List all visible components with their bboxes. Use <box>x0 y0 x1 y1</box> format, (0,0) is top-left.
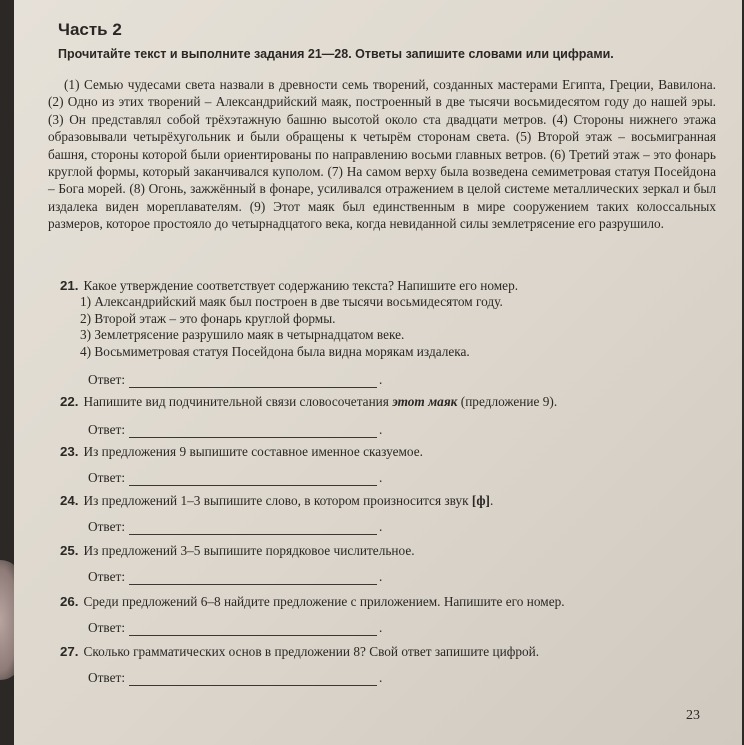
answer-27[interactable]: Ответ: . <box>88 670 383 685</box>
task-text: Сколько грамматических основ в предложении 8? Свой ответ запишите цифрой. <box>83 644 540 659</box>
answer-26[interactable]: Ответ: . <box>88 620 383 635</box>
answer-label: Ответ: <box>88 422 126 437</box>
answer-line[interactable] <box>129 425 377 438</box>
answer-options <box>80 294 503 360</box>
task-number: 23. <box>60 444 79 459</box>
task-24 <box>60 493 700 509</box>
task-text-end: . <box>489 493 494 508</box>
option-3: 3) Землетрясение разрушило маяк в четырнадцатом веке. <box>80 327 405 342</box>
task-21 <box>60 278 700 294</box>
task-emphasis: [ф] <box>471 493 490 508</box>
task-emphasis: этот маяк <box>392 394 458 409</box>
answer-label: Ответ: <box>88 372 126 387</box>
answer-22[interactable]: Ответ: . <box>88 422 383 437</box>
task-text: Напишите вид подчинительной связи словосочетания <box>83 394 393 409</box>
task-number: 25. <box>60 543 79 558</box>
option-4: 4) Восьмиметровая статуя Посейдона была видна морякам издалека. <box>80 343 470 359</box>
answer-label: Ответ: <box>88 519 126 534</box>
task-text-end: (предложение 9). <box>457 394 558 409</box>
answer-24[interactable]: Ответ: . <box>88 519 383 534</box>
answer-line[interactable] <box>129 623 377 636</box>
option-1: 1) Александрийский маяк был построен в две тысячи восьмидесятом году. <box>80 294 503 309</box>
page-heading: Часть 2 <box>58 20 122 39</box>
option-2: 2) Второй этаж – это фонарь круглой формы. <box>80 310 336 326</box>
answer-line[interactable] <box>129 673 377 686</box>
task-number: 22. <box>60 394 79 409</box>
task-text: Из предложения 9 выпишите составное именное сказуемое. <box>83 444 423 459</box>
answer-line[interactable] <box>129 522 377 535</box>
task-26 <box>60 594 700 610</box>
task-number: 27. <box>60 644 79 659</box>
page-number: 23 <box>686 708 700 723</box>
answer-25[interactable]: Ответ: . <box>88 569 383 584</box>
task-text: Среди предложений 6–8 найдите предложение с приложением. Напишите его номер. <box>83 594 565 609</box>
task-23 <box>60 444 700 460</box>
task-number: 26. <box>60 594 79 609</box>
answer-label: Ответ: <box>88 470 126 485</box>
task-number: 24. <box>60 493 79 508</box>
task-text: Из предложений 1–3 выпишите слово, в котором произносится звук <box>83 493 472 508</box>
task-number: 21. <box>60 278 79 293</box>
instructions: Прочитайте текст и выполните задания 21—28. Ответы запишите словами или цифрами. <box>58 47 614 61</box>
task-27 <box>60 644 700 660</box>
textbook-page <box>14 0 742 745</box>
answer-label: Ответ: <box>88 620 126 635</box>
answer-label: Ответ: <box>88 670 126 685</box>
task-text: Из предложений 3–5 выпишите порядковое числительное. <box>83 543 415 558</box>
reading-text: (1) Семью чудесами света назвали в древности семь творений, созданных мастерами Египта, Греции, Вавилона. (2) Одно из этих творений – Александрийский маяк, построенный в две тысячи восьмидесятом году до нашей эры. (3) Он представлял собой трёхэтажную башню высотой около ста двадцати метров. (4) Стороны нижнего этажа образовывали четырёхугольник и были обращены к четырём сторонам света. (5) Второй этаж – восьмигранная башня, стороны которой были ориентированы по направлению восьми главных ветров. (6) Третий этаж – это фонарь круглой формы, который заканчивался куполом. (7) На самом верху была возведена семиметровая статуя Посейдона – Бога морей. (8) Огонь, зажжённый в фонаре, усиливался отражением в целой системе металлических зеркал и был издалека виден мореплавателям. (9) Этот маяк был единственным в мире сооружением таких колоссальных размеров, которое простояло до четырнадцатого века, когда невиданной силы землетрясение его разрушило. <box>48 77 716 232</box>
answer-line[interactable] <box>129 375 377 388</box>
answer-line[interactable] <box>129 572 377 585</box>
answer-21[interactable]: Ответ: . <box>88 372 383 387</box>
task-text: Какое утверждение соответствует содержанию текста? Напишите его номер. <box>83 278 519 293</box>
answer-23[interactable]: Ответ: . <box>88 470 383 485</box>
answer-line[interactable] <box>129 473 377 486</box>
task-22 <box>60 394 700 410</box>
task-25 <box>60 543 700 559</box>
answer-label: Ответ: <box>88 569 126 584</box>
